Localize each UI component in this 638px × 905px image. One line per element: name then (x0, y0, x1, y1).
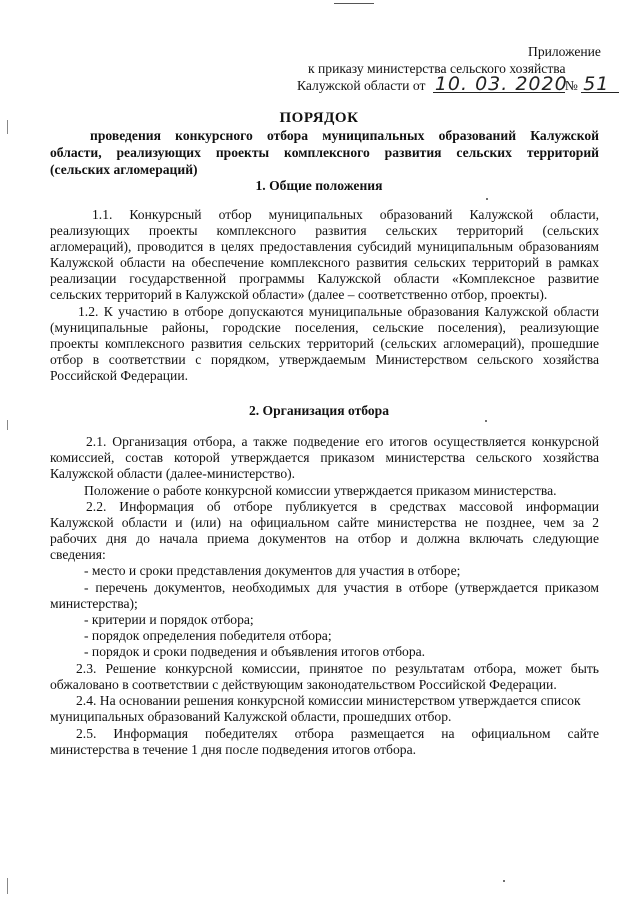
scan-speck (503, 880, 505, 882)
order-date-line (297, 73, 619, 95)
region-from-label: Калужской области от (297, 78, 426, 93)
appendix-label: Приложение (528, 44, 601, 59)
paragraph-line: Калужской области и (или) на официальном сайте министерства не позднее, чем за 2 (50, 515, 599, 530)
paragraph-line: сельских территорий в Калужской области» (далее – соответственно отбор, проекты). (50, 287, 548, 302)
paragraph-line: министерства); (50, 596, 138, 611)
number-sign: № (564, 78, 578, 93)
paragraph-line: 1.1. Конкурсный отбор муниципальных образований Калужской области, (92, 207, 599, 222)
scan-speck (485, 420, 487, 422)
list-item: - место и сроки представления документов для участия в отборе; (84, 563, 461, 578)
paragraph-line: 2.1. Организация отбора, а также подведение его итогов осуществляется конкурсной (86, 434, 599, 449)
list-item: - порядок и сроки подведения и объявления итогов отбора. (84, 644, 426, 659)
paragraph-line: 2.5. Информация победителях отбора размещается на официальном сайте (76, 726, 599, 741)
title-subline: проведения конкурсного отбора муниципальных образований Калужской (90, 128, 599, 143)
paragraph-line: отбор в соответствии с порядком, утверждаемым Министерством сельского хозяйства (50, 352, 599, 367)
document-title: ПОРЯДОК (279, 110, 359, 126)
order-reference: к приказу министерства сельского хозяйства (308, 61, 566, 76)
paragraph-line: комиссией, состав которой утверждается приказом министерства сельского хозяйства (50, 450, 599, 465)
paragraph-line: 2.2. Информация об отборе публикуется в средствах массовой информации (86, 499, 599, 514)
paragraph-line: реализующих проекты комплексного развития сельских территорий (сельских (50, 223, 599, 238)
paragraph-line: (муниципальные районы, городские поселения, сельские поселения), реализующие (50, 320, 599, 335)
paragraph-line: муниципальных образований Калужской области, прошедших отбор. (50, 709, 452, 724)
paragraph-line: Калужской области (далее-министерство). (50, 466, 296, 481)
paragraph-line: проекты комплексного развития сельских территорий (сельских агломераций), прошедшие (50, 336, 599, 351)
left-scan-mark (7, 420, 8, 430)
scan-speck (486, 198, 488, 200)
paragraph-line: 2.3. Решение конкурсной комиссии, принятое по результатам отбора, может быть (76, 661, 599, 676)
paragraph-line: 1.2. К участию в отборе допускаются муниципальные образования Калужской области (78, 304, 599, 319)
paragraph-line: агломераций), проводится в целях предоставления субсидий муниципальным образованиям (50, 239, 599, 254)
section-heading: 2. Организация отбора (248, 403, 390, 418)
paragraph-line: Калужской области на обеспечение комплексного развития сельских территорий в рамках (50, 255, 599, 270)
paragraph-line: Положение о работе конкурсной комиссии утверждается приказом министерства. (84, 483, 557, 498)
list-item: - перечень документов, необходимых для участия в отборе (утверждается приказом (84, 580, 599, 595)
paragraph-line: сведения: (50, 547, 106, 562)
left-scan-mark (7, 878, 8, 894)
paragraph-line: обжаловано в соответствии с действующим законодательством Российской Федерации. (50, 677, 557, 692)
paragraph-line: министерства в течение 1 дня после подведения итогов отбора. (50, 742, 417, 757)
section-heading: 1. Общие положения (255, 178, 383, 193)
list-item: - критерии и порядок отбора; (84, 612, 254, 627)
handwritten-number: 51 (581, 76, 619, 93)
title-subline: области, реализующих проекты комплексного развития сельских территорий (50, 145, 599, 160)
title-subline: (сельских агломераций) (50, 162, 198, 177)
paragraph-line: рабочих дня до начала приема документов на отбор и должна включать следующие (50, 531, 599, 546)
paragraph-line: 2.4. На основании решения конкурсной комиссии министерством утверждается список (76, 693, 581, 708)
paragraph-line: реализации государственной программы Калужской области «Комплексное развитие (50, 271, 599, 286)
top-scan-mark (334, 3, 374, 4)
handwritten-date: 10. 03. 2020 (434, 73, 568, 95)
paragraph-line: Российской Федерации. (50, 368, 188, 383)
list-item: - порядок определения победителя отбора; (84, 628, 332, 643)
